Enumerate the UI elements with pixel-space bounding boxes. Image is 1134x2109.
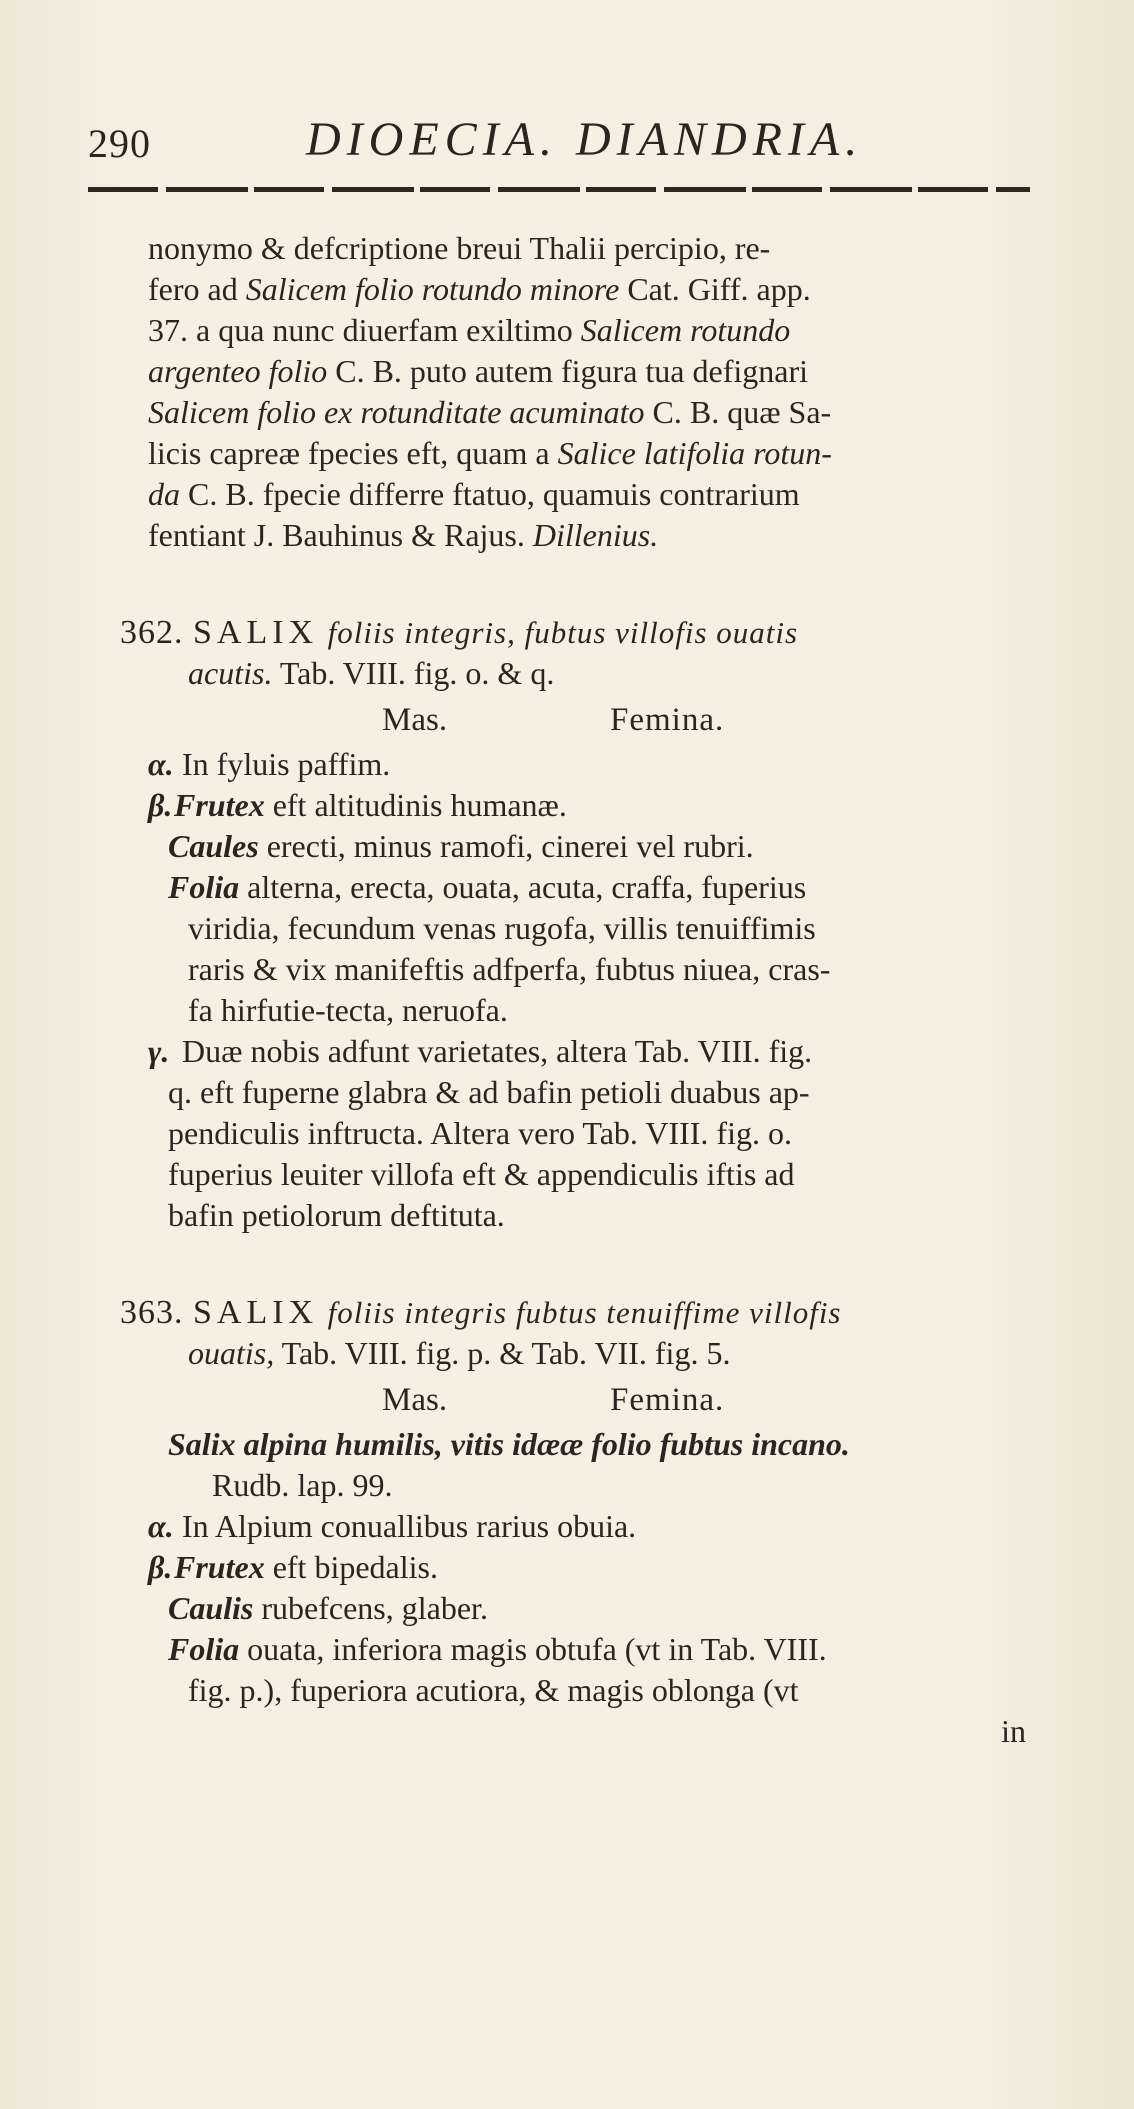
text-line: fentiant J. Bauhinus & Rajus. Dillenius. [148, 517, 659, 553]
text-body [120, 228, 1068, 1752]
folia-line: Folia alterna, erecta, ouata, acuta, craffa, fuperius [168, 869, 807, 905]
diagnosis: foliis integris, fubtus villofis ouatis [327, 615, 799, 650]
text-line: ouatis, Tab. VIII. fig. p. & Tab. VII. fig. 5. [188, 1335, 731, 1371]
text-line: 37. a qua nunc diuerfam exiltimo Salicem rotundo [148, 312, 791, 348]
synonym-line: Salix alpina humilis, vitis idææ folio fubtus incano. [168, 1426, 850, 1462]
text-line: pendiculis inftructa. Altera vero Tab. VIII. fig. o. [168, 1115, 792, 1151]
entry-number: 362. [120, 614, 184, 651]
mas-label: Mas. [382, 1382, 448, 1418]
text-line: Rudb. lap. 99. [212, 1467, 393, 1503]
folia-line: Folia ouata, inferiora magis obtufa (vt in Tab. VIII. [168, 1631, 827, 1667]
text-line: nonymo & defcriptione breui Thalii percipio, re- [148, 230, 771, 266]
running-title: DIOECIA. DIANDRIA. [306, 113, 864, 166]
text-line: da C. B. fpecie differre ftatuo, quamuis contrarium [148, 476, 800, 512]
text-line: licis capreæ fpecies eft, quam a Salice latifolia rotun- [148, 435, 832, 471]
alpha-line: α. In Alpium conuallibus rarius obuia. [148, 1508, 637, 1544]
text-line: Salicem folio ex rotunditate acuminato C. B. quæ Sa- [148, 394, 832, 430]
caules-line: Caules erecti, minus ramofi, cinerei vel rubri. [168, 828, 754, 864]
beta-line: β.Frutex eft altitudinis humanæ. [148, 787, 567, 823]
text-line: bafin petiolorum deftituta. [168, 1197, 505, 1233]
text-line: fero ad Salicem folio rotundo minore Cat. Giff. app. [148, 271, 811, 307]
catchword: in [1001, 1713, 1026, 1749]
beta-line: β.Frutex eft bipedalis. [148, 1549, 438, 1585]
text-line: argenteo folio C. B. puto autem figura tua defignari [148, 353, 808, 389]
sex-columns [148, 1374, 1068, 1424]
catchword-line [148, 1711, 1068, 1752]
text-line: q. eft fuperne glabra & ad bafin petioli duabus ap- [168, 1074, 810, 1110]
text-line: viridia, fecundum venas rugofa, villis tenuiffimis [188, 910, 816, 946]
entry-number: 363. [120, 1294, 184, 1331]
diagnosis: foliis integris fubtus tenuiffime villofis [327, 1295, 842, 1330]
femina-label: Femina. [610, 702, 725, 738]
entry-362-heading [120, 612, 1068, 653]
alpha-line: α. In fyluis paffim. [148, 746, 391, 782]
genus-name: SALIX [193, 1294, 319, 1331]
text-line: fig. p.), fuperiora acutiora, & magis oblonga (vt [188, 1672, 799, 1708]
caulis-line: Caulis rubefcens, glaber. [168, 1590, 488, 1626]
mas-label: Mas. [382, 702, 448, 738]
text-line: fa hirfutie-tecta, neruofa. [188, 992, 508, 1028]
text-line: fuperius leuiter villofa eft & appendiculis iftis ad [168, 1156, 795, 1192]
text-line: acutis. Tab. VIII. fig. o. & q. [188, 655, 555, 691]
gamma-line: γ. Duæ nobis adfunt varietates, altera Tab. VIII. fig. [148, 1033, 813, 1069]
text-line: raris & vix manifeftis adfperfa, fubtus niuea, cras- [188, 951, 831, 987]
entry-363-heading [120, 1292, 1068, 1333]
running-header [88, 112, 1028, 172]
genus-name: SALIX [193, 614, 319, 651]
header-rule [88, 187, 1030, 192]
femina-label: Femina. [610, 1382, 725, 1418]
page-number: 290 [88, 121, 151, 166]
sex-columns [148, 694, 1068, 744]
